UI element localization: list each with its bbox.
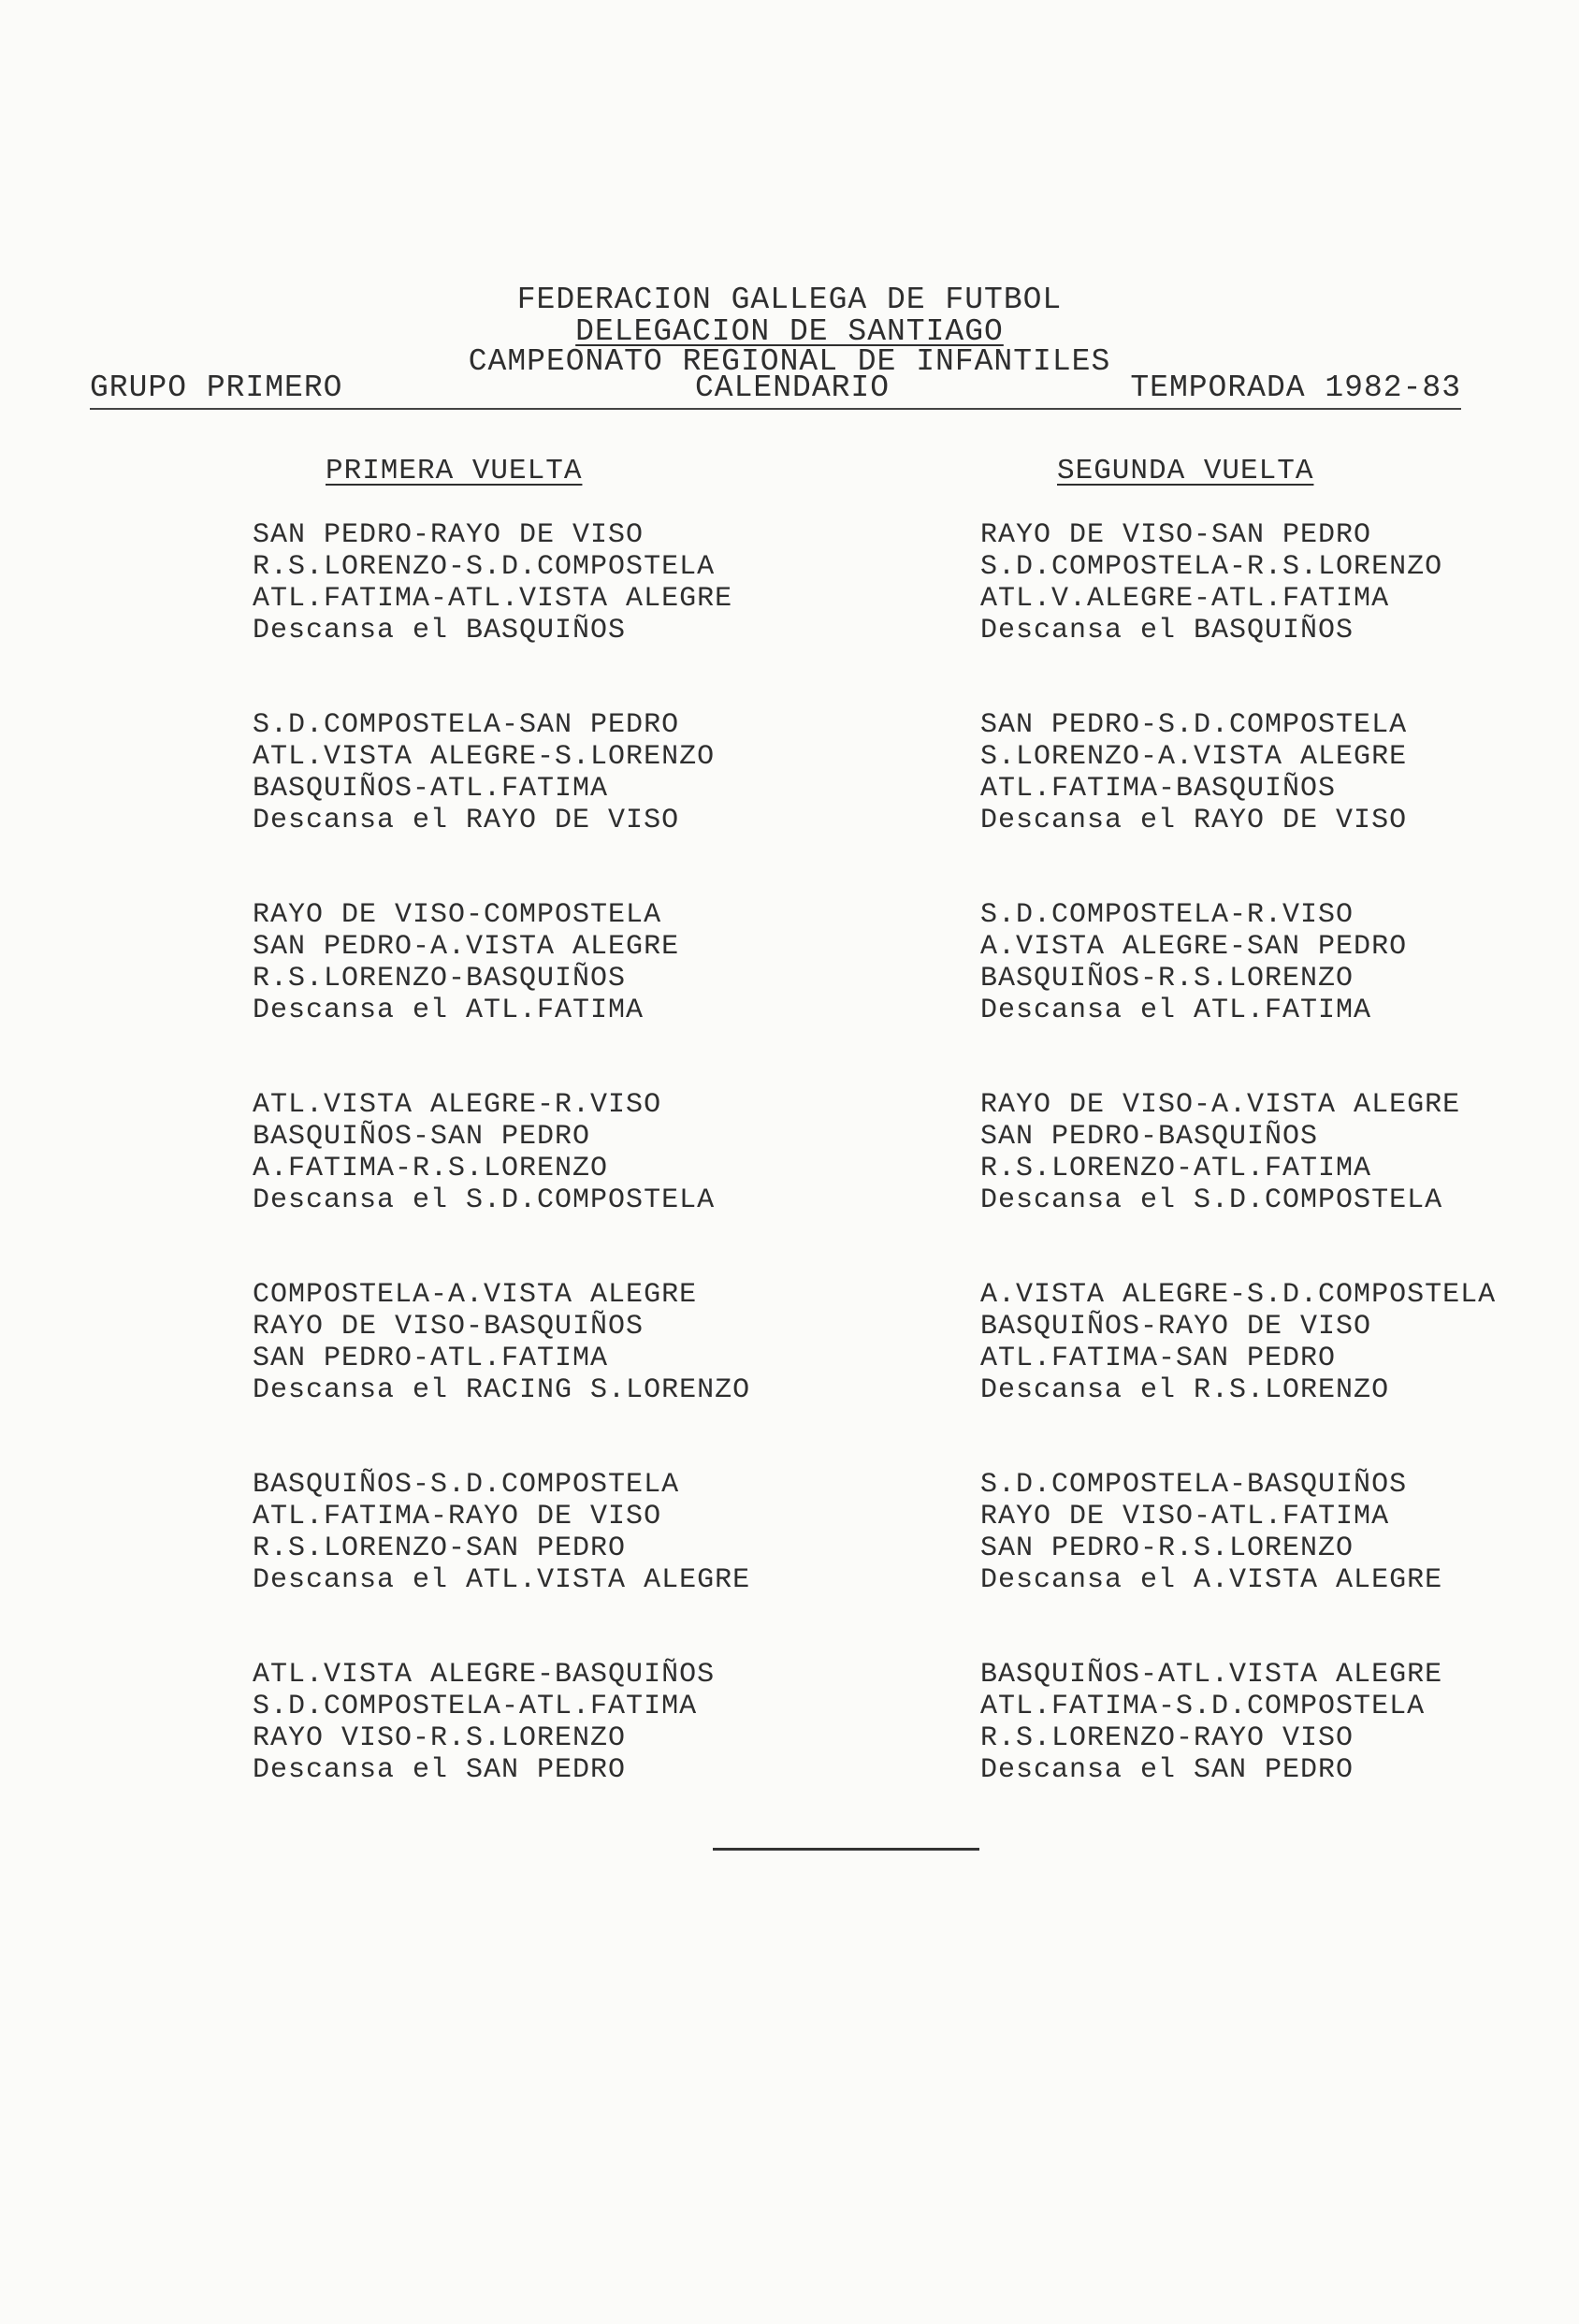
fixture-line: R.S.LORENZO-RAYO VISO <box>980 1722 1354 1754</box>
federation-title: FEDERACION GALLEGA DE FUTBOL <box>516 283 1063 317</box>
fixture-round <box>980 1089 1560 1216</box>
fixture-line: R.S.LORENZO-ATL.FATIMA <box>980 1153 1372 1184</box>
fixture-line: ATL.V.ALEGRE-ATL.FATIMA <box>980 583 1390 615</box>
fixture-line: S.LORENZO-A.VISTA ALEGRE <box>980 741 1408 773</box>
first-round-fixtures <box>253 519 833 1786</box>
fixture-line: SAN PEDRO-R.S.LORENZO <box>980 1532 1354 1564</box>
fixture-line: RAYO DE VISO-COMPOSTELA <box>253 899 662 931</box>
rest-team-line: Descansa el RAYO DE VISO <box>253 805 680 836</box>
fixture-line: ATL.FATIMA-SAN PEDRO <box>980 1343 1337 1374</box>
fixture-line: ATL.FATIMA-S.D.COMPOSTELA <box>980 1691 1426 1722</box>
fixture-line: COMPOSTELA-A.VISTA ALEGRE <box>253 1279 698 1311</box>
group-label: GRUPO PRIMERO <box>90 370 343 405</box>
fixture-line: SAN PEDRO-BASQUIÑOS <box>980 1121 1319 1153</box>
season-label: TEMPORADA 1982-83 <box>1130 370 1461 405</box>
fixture-line: A.FATIMA-R.S.LORENZO <box>253 1153 609 1184</box>
fixture-line: S.D.COMPOSTELA-ATL.FATIMA <box>253 1691 698 1722</box>
rest-team-line: Descansa el RAYO DE VISO <box>980 805 1408 836</box>
fixture-round <box>980 519 1560 646</box>
fixture-round <box>980 899 1560 1026</box>
fixture-line: S.D.COMPOSTELA-R.S.LORENZO <box>980 551 1443 583</box>
fixture-round <box>980 1659 1560 1786</box>
rest-team-line: Descansa el ATL.FATIMA <box>253 995 645 1026</box>
fixture-line: ATL.VISTA ALEGRE-BASQUIÑOS <box>253 1659 716 1691</box>
first-round-column <box>253 455 833 1849</box>
fixture-line: BASQUIÑOS-SAN PEDRO <box>253 1121 591 1153</box>
fixture-round <box>253 1469 833 1596</box>
fixture-line: A.VISTA ALEGRE-S.D.COMPOSTELA <box>980 1279 1497 1311</box>
rest-team-line: Descansa el BASQUIÑOS <box>253 615 627 646</box>
first-round-title: PRIMERA VUELTA <box>326 455 583 487</box>
fixture-line: BASQUIÑOS-ATL.FATIMA <box>253 773 609 805</box>
rest-team-line: Descansa el SAN PEDRO <box>253 1754 627 1786</box>
rest-team-line: Descansa el SAN PEDRO <box>980 1754 1354 1786</box>
fixture-line: R.S.LORENZO-SAN PEDRO <box>253 1532 627 1564</box>
fixture-round <box>253 1089 833 1216</box>
fixture-round <box>253 1279 833 1406</box>
fixture-line: S.D.COMPOSTELA-SAN PEDRO <box>253 709 680 741</box>
fixture-line: SAN PEDRO-RAYO DE VISO <box>253 519 645 551</box>
fixture-line: SAN PEDRO-S.D.COMPOSTELA <box>980 709 1408 741</box>
rest-team-line: Descansa el ATL.FATIMA <box>980 995 1372 1026</box>
championship-title: CAMPEONATO REGIONAL DE INFANTILES <box>468 344 1111 379</box>
fixture-round <box>980 1469 1560 1596</box>
delegation-title-text: DELEGACION DE SANTIAGO <box>575 314 1004 349</box>
fixture-line: RAYO DE VISO-A.VISTA ALEGRE <box>980 1089 1461 1121</box>
rest-team-line: Descansa el RACING S.LORENZO <box>253 1374 751 1406</box>
rest-team-line: Descansa el R.S.LORENZO <box>980 1374 1390 1406</box>
fixture-line: R.S.LORENZO-BASQUIÑOS <box>253 963 627 995</box>
fixture-line: RAYO VISO-R.S.LORENZO <box>253 1722 627 1754</box>
fixture-line: BASQUIÑOS-ATL.VISTA ALEGRE <box>980 1659 1443 1691</box>
second-round-fixtures <box>980 519 1560 1786</box>
fixture-round <box>253 1659 833 1786</box>
fixture-line: ATL.FATIMA-ATL.VISTA ALEGRE <box>253 583 733 615</box>
calendar-title: CALENDARIO <box>695 370 891 405</box>
end-rule <box>713 1848 979 1851</box>
fixture-round <box>253 709 833 836</box>
rest-team-line: Descansa el S.D.COMPOSTELA <box>980 1184 1443 1216</box>
rest-team-line: Descansa el ATL.VISTA ALEGRE <box>253 1564 751 1596</box>
rest-team-line: Descansa el S.D.COMPOSTELA <box>253 1184 716 1216</box>
fixture-line: SAN PEDRO-ATL.FATIMA <box>253 1343 609 1374</box>
fixture-line: RAYO DE VISO-SAN PEDRO <box>980 519 1372 551</box>
fixture-line: BASQUIÑOS-R.S.LORENZO <box>980 963 1354 995</box>
header-row <box>90 370 1461 410</box>
fixture-line: BASQUIÑOS-S.D.COMPOSTELA <box>253 1469 680 1501</box>
fixture-line: S.D.COMPOSTELA-R.VISO <box>980 899 1354 931</box>
fixture-round <box>980 1279 1560 1406</box>
fixture-line: BASQUIÑOS-RAYO DE VISO <box>980 1311 1372 1343</box>
fixture-round <box>253 519 833 646</box>
fixture-line: ATL.FATIMA-RAYO DE VISO <box>253 1501 662 1532</box>
fixture-line: SAN PEDRO-A.VISTA ALEGRE <box>253 931 680 963</box>
fixture-line: ATL.FATIMA-BASQUIÑOS <box>980 773 1337 805</box>
rest-team-line: Descansa el A.VISTA ALEGRE <box>980 1564 1443 1596</box>
fixture-line: A.VISTA ALEGRE-SAN PEDRO <box>980 931 1408 963</box>
second-round-column <box>980 455 1560 1849</box>
fixture-line: ATL.VISTA ALEGRE-S.LORENZO <box>253 741 716 773</box>
fixture-line: S.D.COMPOSTELA-BASQUIÑOS <box>980 1469 1408 1501</box>
fixture-line: RAYO DE VISO-ATL.FATIMA <box>980 1501 1390 1532</box>
rest-team-line: Descansa el BASQUIÑOS <box>980 615 1354 646</box>
fixture-round <box>253 899 833 1026</box>
fixture-line: R.S.LORENZO-S.D.COMPOSTELA <box>253 551 716 583</box>
second-round-title: SEGUNDA VUELTA <box>1057 455 1314 487</box>
fixture-line: ATL.VISTA ALEGRE-R.VISO <box>253 1089 662 1121</box>
fixture-line: RAYO DE VISO-BASQUIÑOS <box>253 1311 645 1343</box>
fixture-round <box>980 709 1560 836</box>
